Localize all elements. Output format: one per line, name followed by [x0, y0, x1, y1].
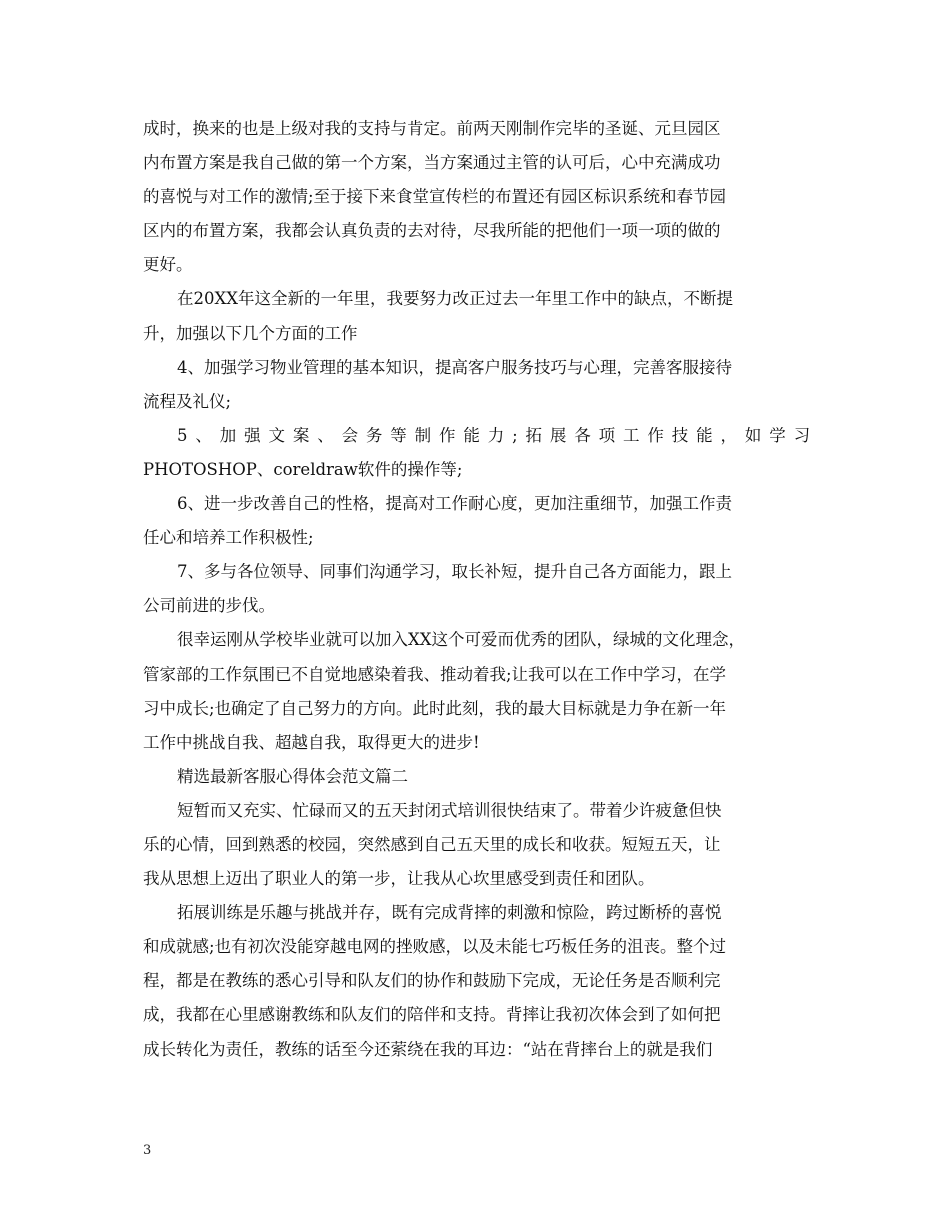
page-number: 3	[143, 1143, 152, 1158]
text-line-19: 工作中挑战自我、超越自我，取得更大的进步!	[143, 732, 480, 752]
text-line-3: 的喜悦与对工作的激情;至于接下来食堂宣传栏的布置还有园区标识系统和春节园	[143, 187, 727, 207]
text-line-14: 7、多与各位领导、同事们沟通学习，取长补短，提升自己各方面能力，跟上	[177, 562, 732, 582]
text-line-11: PHOTOSHOP、coreldraw软件的操作等;	[143, 459, 463, 479]
document-body	[143, 112, 811, 1067]
text-line-18: 习中成长;也确定了自己努力的方向。此时此刻，我的最大目标就是力争在新一年	[143, 698, 727, 718]
section-heading: 精选最新客服心得体会范文篇二	[177, 766, 408, 786]
text-line-23: 我从思想上迈出了职业人的第一步，让我从心坎里感受到责任和团队。	[143, 869, 655, 889]
text-line-1: 成时，换来的也是上级对我的支持与肯定。前两天刚制作完毕的圣诞、元旦园区	[143, 119, 721, 138]
text-line-26: 程，都是在教练的悉心引导和队友们的协作和鼓励下完成，无论任务是否顺利完	[143, 971, 721, 991]
text-line-12: 6、进一步改善自己的性格，提高对工作耐心度，更加注重细节，加强工作责	[177, 494, 732, 514]
text-line-2: 内布置方案是我自己做的第一个方案，当方案通过主管的认可后，心中充满成功	[143, 153, 721, 173]
text-line-13: 任心和培养工作积极性;	[143, 528, 314, 548]
text-line-15: 公司前进的步伐。	[143, 596, 275, 616]
text-line-21: 短暂而又充实、忙碌而又的五天封闭式培训很快结束了。带着少许疲惫但快	[177, 800, 722, 820]
text-line-6: 在20XX年这全新的一年里，我要努力改正过去一年里工作中的缺点，不断提	[177, 289, 733, 309]
text-line-16: 很幸运刚从学校毕业就可以加入XX这个可爱而优秀的团队，绿城的文化理念，	[177, 630, 745, 650]
text-line-27: 成，我都在心里感谢教练和队友们的陪伴和支持。背摔让我初次体会到了如何把	[143, 1005, 721, 1025]
text-line-8: 4、加强学习物业管理的基本知识，提高客户服务技巧与心理，完善客服接待	[177, 357, 732, 377]
text-line-9: 流程及礼仪;	[143, 391, 232, 411]
text-line-5: 更好。	[143, 255, 193, 275]
text-line-24: 拓展训练是乐趣与挑战并存，既有完成背摔的刺激和惊险，跨过断桥的喜悦	[177, 903, 722, 923]
text-line-4: 区内的布置方案，我都会认真负责的去对待，尽我所能的把他们一项一项的做的	[143, 221, 721, 241]
text-line-28: 成长转化为责任，教练的话至今还萦绕在我的耳边：“站在背摔台上的就是我们	[143, 1039, 713, 1059]
text-line-10: 5、加强文案、会务等制作能力;拓展各项工作技能，如学习	[177, 425, 811, 445]
text-line-7: 升，加强以下几个方面的工作	[143, 323, 358, 343]
text-line-25: 和成就感;也有初次没能穿越电网的挫败感，以及未能七巧板任务的沮丧。整个过	[143, 937, 727, 957]
text-line-17: 管家部的工作氛围已不自觉地感染着我、推动着我;让我可以在工作中学习，在学	[143, 664, 727, 684]
text-line-22: 乐的心情，回到熟悉的校园，突然感到自己五天里的成长和收获。短短五天，让	[143, 834, 721, 854]
